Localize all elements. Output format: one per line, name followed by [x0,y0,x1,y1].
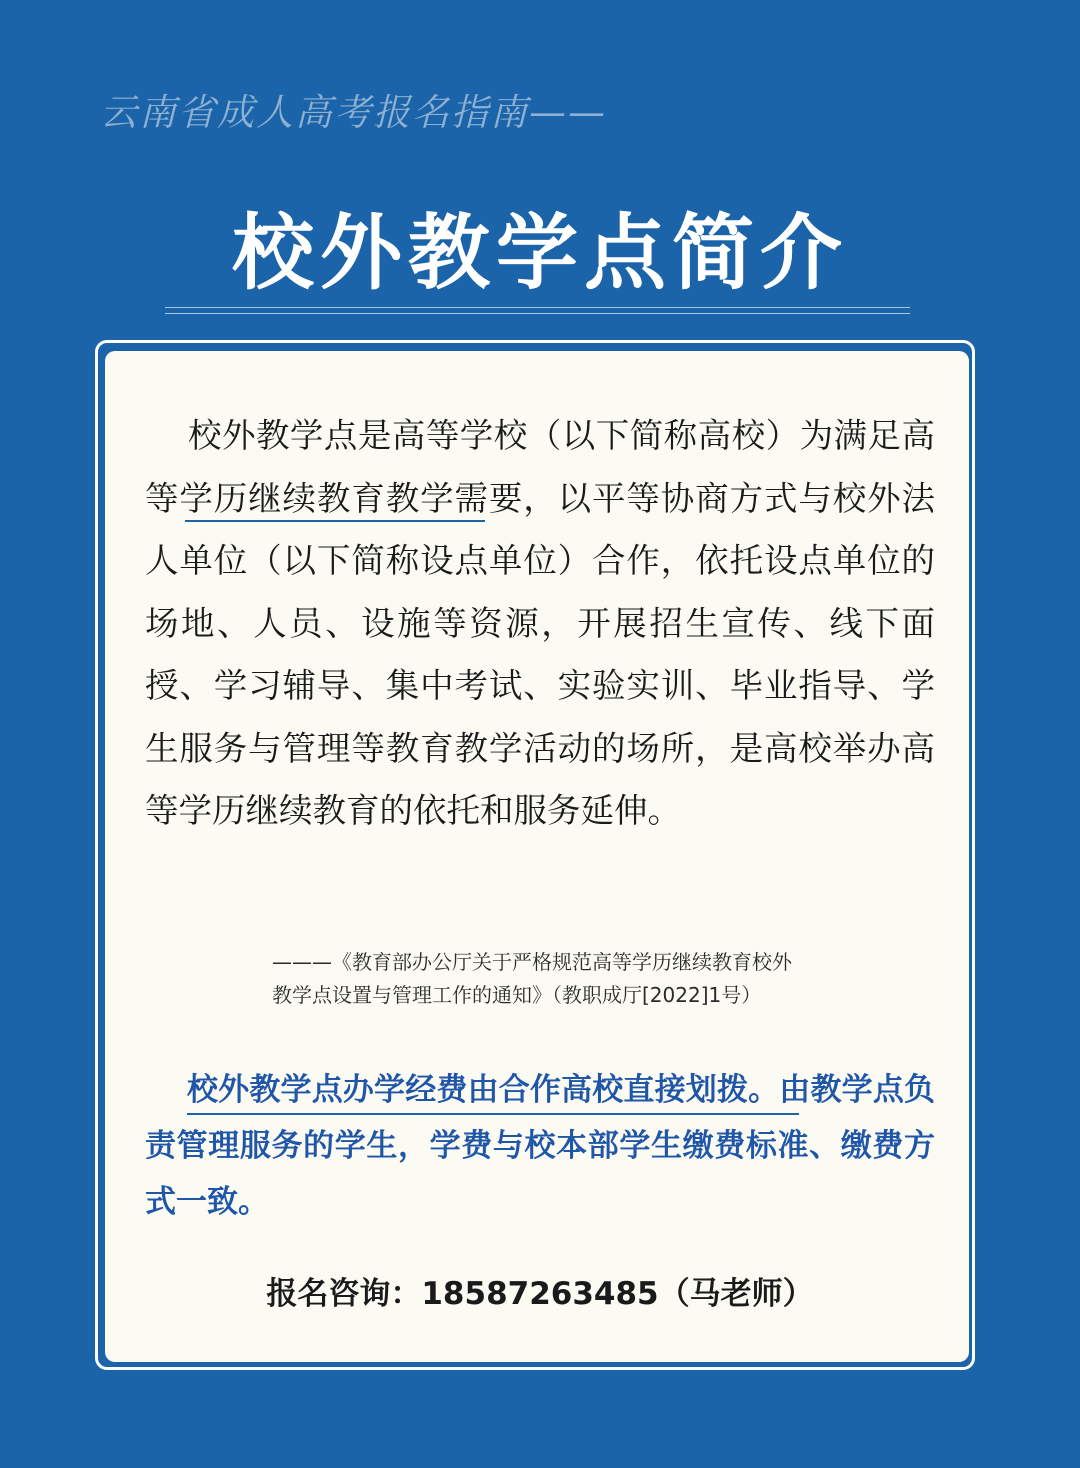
funding-underline [187,1113,799,1115]
title-divider-bottom [165,313,910,314]
intro-underline [185,520,485,522]
intro-paragraph: 校外教学点是高等学校（以下简称高校）为满足高等学历继续教育教学需要，以平等协商方式与校外法人单位（以下简称设点单位）合作，依托设点单位的场地、人员、设施等资源，开展招生宣传、线下面授、学习辅导、集中考试、实验实训、毕业指导、学生服务与管理等教育教学活动的场所，是高校举办高等学历继续教育的依托和服务延伸。 [145,416,935,830]
page-title: 校外教学点简介 [231,206,848,301]
citation-line-2: 教学点设置与管理工作的通知》（教职成厅[2022]1号） [272,983,762,1007]
contact-info: 报名咨询：18587263485（马老师） [266,1276,814,1312]
funding-paragraph: 校外教学点办学经费由合作高校直接划拨。由教学点负责管理服务的学生，学费与校本部学生缴费标准、缴费方式一致。 [145,1072,935,1220]
citation [272,946,932,1012]
citation-line-1: ———《教育部办公厅关于严格规范高等学历继续教育校外 [272,950,792,974]
page-subtitle: 云南省成人高考报名指南—— [100,91,607,134]
title-divider-top [165,307,910,308]
